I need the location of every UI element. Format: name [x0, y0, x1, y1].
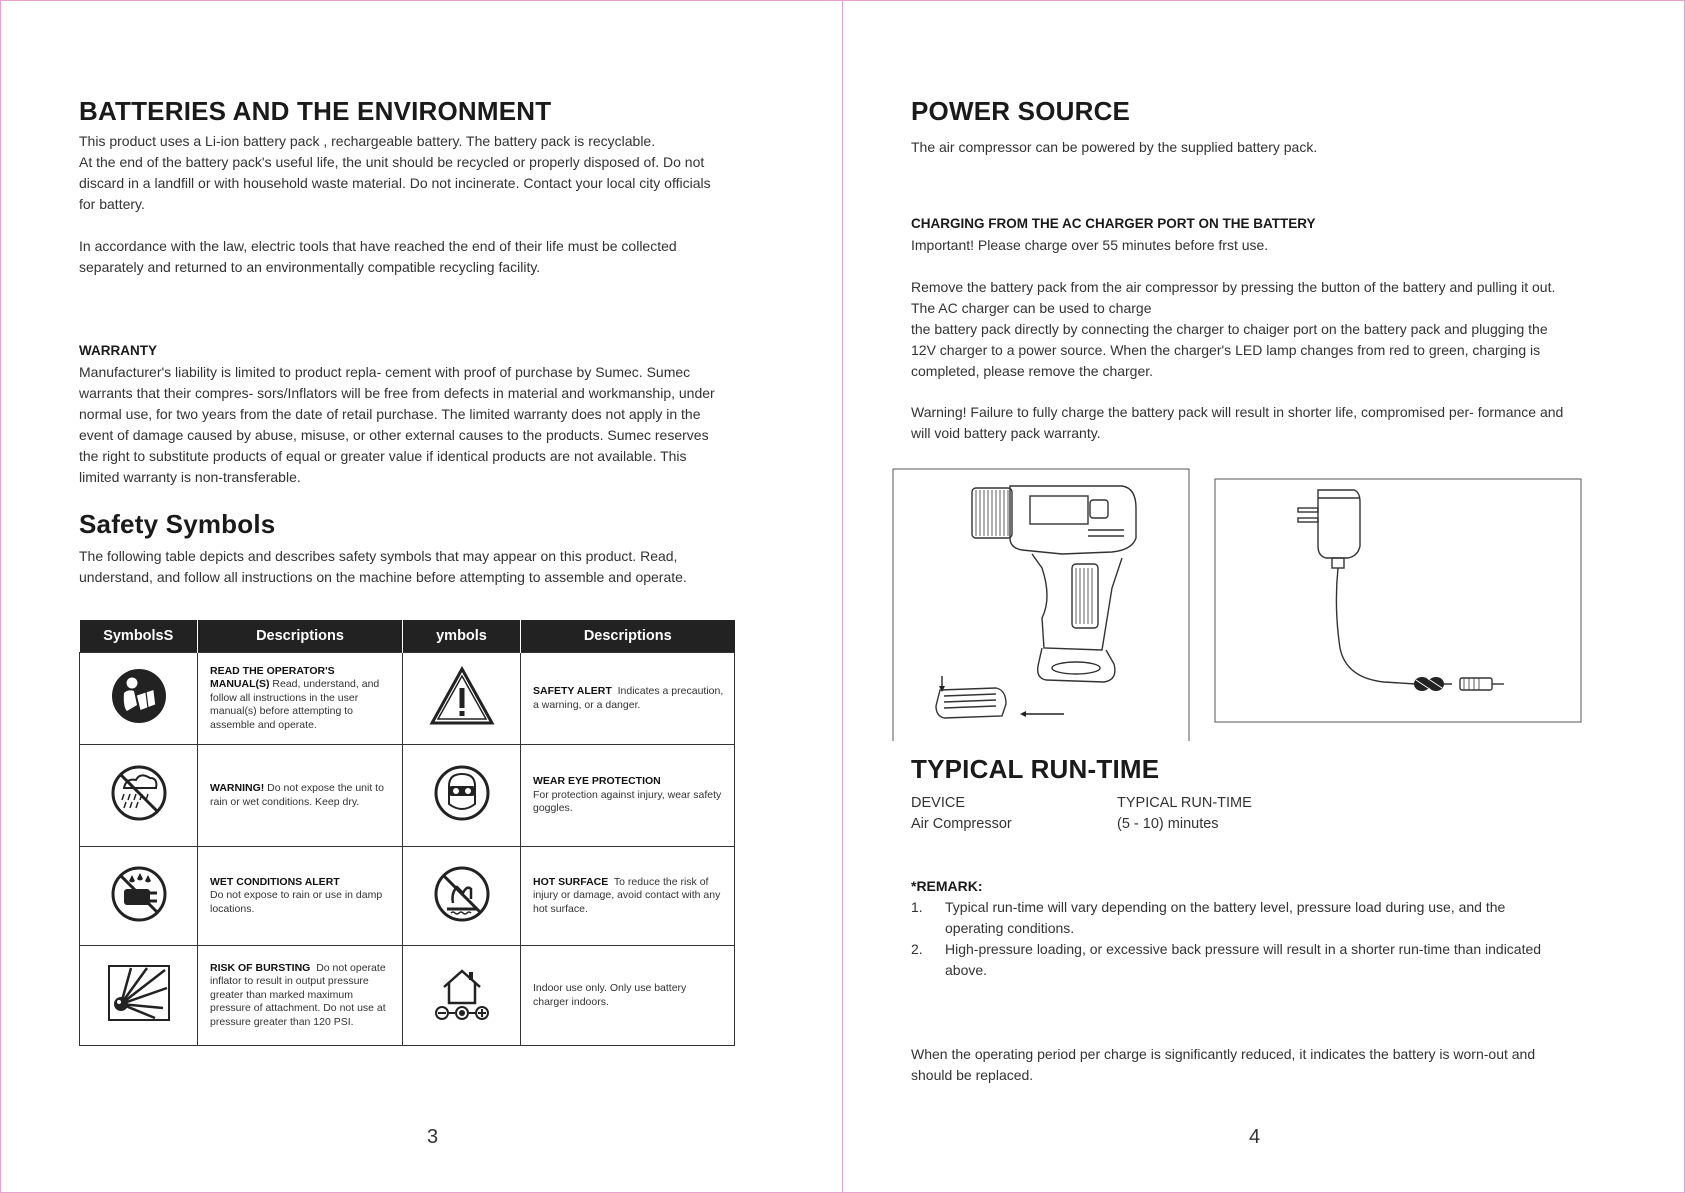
page-number-right: 4: [1249, 1126, 1261, 1148]
table-row: [80, 847, 735, 946]
symbol-title: RISK OF BURSTING: [210, 961, 311, 974]
symbol-description: To reduce the risk of injury or damage, avoid contact with any hot surface.: [533, 875, 721, 915]
symbol-description: Do not operate inflator to result in output pressure greater than marked maximum pressure of attachment. Do not use at pressure greater than 120 PSI.: [210, 961, 386, 1028]
table-row: [80, 745, 735, 847]
warranty-text: Manufacturer's liability is limited to product repla- cement with proof of purchase by Sumec. Sumec warrants that their compres- sors/Inflators will be free from defects in material and workmanship, under normal use, for two years from the date of retail purchase. The limited warranty does not apply in the event of damage caused by abuse, misuse, or other external causes to the products. Sumec reserves the right to substitute products of equal or greater value if identical products are not available. This limited warranty is non-transferable.: [79, 364, 715, 485]
table-row: [80, 946, 735, 1046]
charging-heading: CHARGING FROM THE AC CHARGER PORT ON THE BATTERY: [911, 216, 1316, 231]
warning-triangle-icon: [429, 666, 495, 726]
symbol-description: Indoor use only. Only use battery charger indoors.: [533, 982, 687, 1008]
hot-surface-icon: [433, 865, 491, 923]
run-time-device: Air Compressor: [911, 816, 1012, 832]
list-item: 2. High-pressure loading, or excessive back pressure will result in a shorter run-time than indicated above.: [911, 941, 1542, 978]
table-header-symbols-1: SymbolsS: [80, 620, 198, 653]
bursting-icon: [107, 964, 171, 1022]
run-time-value: (5 - 10) minutes: [1117, 816, 1219, 832]
charging-warning: Warning! Failure to fully charge the battery pack will result in shorter life, compromised per- formance and will void battery pack warranty.: [911, 404, 1564, 441]
eye-protection-icon: [433, 764, 491, 822]
run-time-col-device-header: DEVICE: [911, 795, 965, 811]
symbol-title: WEAR EYE PROTECTION: [533, 775, 661, 788]
power-source-intro: The air compressor can be powered by the supplied battery pack.: [911, 139, 1318, 155]
ac-charger-illustration: [1214, 478, 1582, 723]
indoor-use-icon: [432, 963, 492, 1023]
charging-steps: Remove the battery pack from the air compressor by pressing the button of the battery and pulling it out. The AC charger can be used to charge the battery pack directly by connecting the charger to chaiger port on the battery pack and plugging the 12V charger to a power source. When the charger's LED lamp changes from red to green, charging is completed, please remove the charger.: [911, 279, 1556, 379]
table-row: [80, 653, 735, 745]
read-manual-icon: [110, 667, 168, 725]
no-rain-icon: [110, 764, 168, 822]
batteries-paragraph-1: This product uses a Li-ion battery pack , rechargeable battery. The battery pack is recyclable. At the end of the battery pack's useful life, the unit should be recycled or properly disposed of. Do not discard in a landfill or with household waste material. Do not incinerate. Contact your local city officials for battery.: [79, 133, 711, 212]
symbol-description: Do not expose to rain or use in damp locations.: [210, 889, 383, 915]
run-time-col-time-header: TYPICAL RUN-TIME: [1117, 795, 1252, 811]
battery-worn-note: When the operating period per charge is significantly reduced, it indicates the battery is worn-out and should be replaced.: [911, 1046, 1536, 1083]
page-divider: [842, 0, 843, 1193]
symbol-description: Read, understand, and follow all instructions in the user manual(s) before attempting to assemble and operate.: [210, 678, 380, 731]
batteries-paragraph-2: In accordance with the law, electric tools that have reached the end of their life must be collected separately and returned to an environmentally compatible recycling facility.: [79, 238, 677, 275]
safety-symbols-table: [79, 620, 735, 1046]
power-source-heading: POWER SOURCE: [911, 96, 1131, 126]
table-header-descriptions-1: Descriptions: [198, 620, 403, 653]
table-header-descriptions-2: Descriptions: [521, 620, 735, 653]
safety-symbols-heading: Safety Symbols: [79, 509, 276, 539]
symbol-title: WET CONDITIONS ALERT: [210, 875, 340, 888]
remark-list: [911, 897, 1541, 981]
symbol-title: SAFETY ALERT: [533, 685, 612, 697]
wet-conditions-icon: [110, 865, 168, 923]
symbol-title: WARNING!: [210, 782, 265, 794]
symbol-title: READ THE OPERATOR'S MANUAL(S): [210, 664, 335, 691]
charging-important: Important! Please charge over 55 minutes before frst use.: [911, 237, 1269, 253]
table-header-symbols-2: ymbols: [403, 620, 521, 653]
page-border-left: [0, 0, 1, 1193]
batteries-heading: BATTERIES AND THE ENVIRONMENT: [79, 96, 552, 126]
symbol-title: HOT SURFACE: [533, 875, 609, 888]
safety-symbols-intro: The following table depicts and describes safety symbols that may appear on this product. Read, understand, and follow all instructions on the machine before attempting to assemble and operate.: [79, 548, 687, 585]
page-border-top: [0, 0, 1685, 1]
run-time-heading: TYPICAL RUN-TIME: [911, 754, 1160, 784]
remark-heading: *REMARK:: [911, 878, 983, 894]
page-number-left: 3: [427, 1126, 439, 1148]
symbol-description: Indicates a precaution, a warning, or a danger.: [533, 685, 724, 711]
warranty-heading: WARRANTY: [79, 343, 157, 358]
symbol-description: Do not expose the unit to rain or wet conditions. Keep dry.: [210, 782, 384, 808]
symbol-description: For protection against injury, wear safety goggles.: [533, 788, 722, 815]
list-item: 1. Typical run-time will vary depending on the battery level, pressure load during use, and the operating conditions.: [911, 899, 1506, 936]
air-compressor-illustration: [892, 468, 1190, 741]
